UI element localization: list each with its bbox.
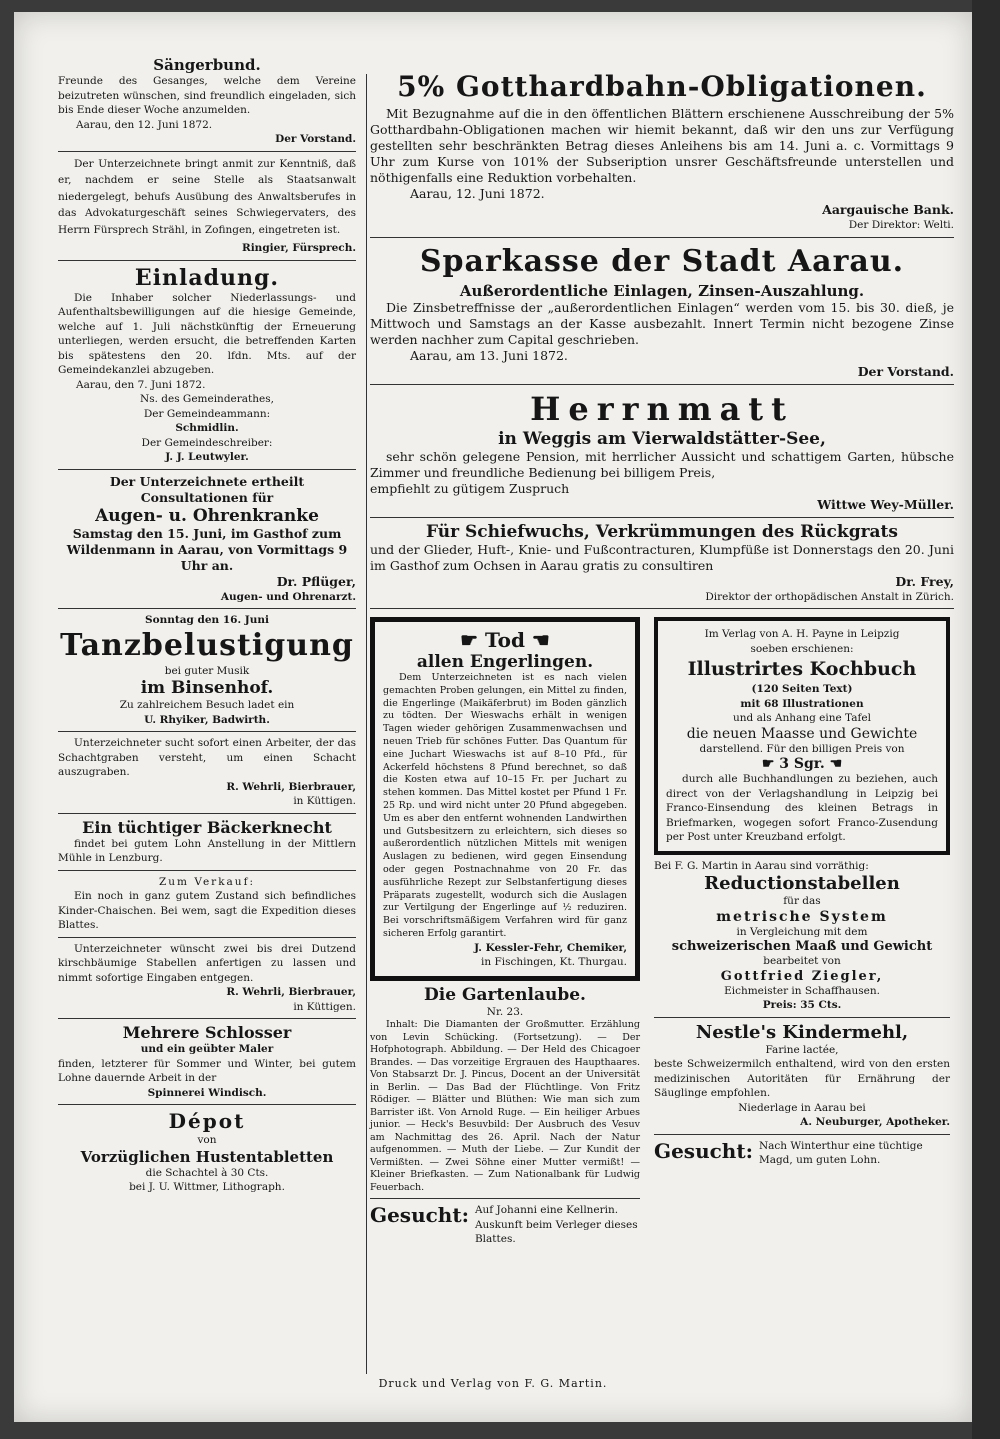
- ad-line-1: Sonntag den 16. Juni: [145, 614, 269, 626]
- ad-baecker: [58, 814, 356, 871]
- ad-sign-2: Der Gemeindeammann:: [143, 407, 271, 420]
- ad-line-8: Eichmeister in Schaffhausen.: [724, 984, 880, 997]
- ad-title: Die Gartenlaube.: [424, 984, 586, 1005]
- ad-sign: Der Vorstand.: [275, 133, 356, 145]
- ad-title: Dépot: [168, 1109, 246, 1133]
- ad-line-2: empfiehlt zu gütigem Zuspruch: [370, 480, 570, 496]
- footer-imprint: Druck und Verlag von F. G. Martin.: [378, 1377, 608, 1390]
- ad-text: finden, letzterer für Sommer und Winter, bei gutem Lohne dauernde Arbeit in der: [58, 1057, 356, 1084]
- ad-line-2: Vorzüglichen Hustentabletten: [80, 1147, 334, 1166]
- ad-sign-2: in Fischingen, Kt. Thurgau.: [481, 956, 627, 969]
- ad-frey: [370, 518, 954, 610]
- ad-sign-3: Schmidlin.: [175, 422, 239, 434]
- ad-line-3: die Schachtel à 30 Cts.: [145, 1166, 269, 1179]
- ad-word: Gesucht:: [370, 1203, 469, 1228]
- column-divider: [366, 74, 367, 1374]
- ad-line-2: soeben erschienen:: [750, 642, 854, 655]
- ad-text: Dem Unterzeichneten ist es nach vielen gemachten Proben gelungen, ein Mittel zu finden, die Engerlinge (Maikäferbrut) im Boden gänzlich zu tödten. Der Wieswachs erhält in wenigen Tagen wieder gehörigen Zusammenwachsen und neuen Trieb für schönes Futter. Das Quantum für eine Juchart Wieswachs ist auf 8–10 Pfd., für Ackerfeld höchstens 8 Pfund berechnet, so daß die Kosten etwa auf 10–15 Fr. per Juchart zu stehen kommen. Das Mittel kostet per Pfund 1 Fr. 25 Rp. und wird nicht unter 20 Pfund abgegeben. Um es aber den entfernt wohnenden Landwirthen und Gutsbesitzern zu erleichtern, sich dieses so außerordentlich nützlichen Mittels mit wenigen Auslagen zu bedienen, wird gegen Einsendung oder gegen Postnachnahme von 20 Fr. das ausführliche Rezept zur Selbstanfertigung dieses Präparats zugestellt, wodurch sich die Auslagen zur Vertilgung der Engerlinge auf ½ reduziren. Bei vorschriftsmäßigem Verfahren wird für ganz sicheren Erfolg garantirt.: [383, 672, 627, 939]
- ad-gartenlaube: [370, 981, 640, 1200]
- ad-line-2: Augen- u. Ohrenkranke: [95, 505, 319, 526]
- ad-text: Die Inhaber solcher Niederlassungs- und Aufenthaltsbewilligungen auf die hiesige Gemeinde, welche auf 1. Juli nächstkünftig der Erneuerung unterliegen, werden ersucht, die betreffenden Karten bis spätestens den 20. lfdn. Mts. auf der Gemeindekanzlei abzugeben.: [58, 291, 356, 376]
- newspaper-page: [14, 12, 972, 1422]
- subcolumn-right: [654, 617, 950, 1251]
- ad-einladung: [58, 261, 356, 470]
- ad-text: Ein noch in ganz gutem Zustand sich befindliches Kinder-Chaischen. Bei wem, sagt die Expedition dieses Blattes.: [58, 890, 356, 931]
- ad-depot: [58, 1105, 356, 1199]
- ad-sparkasse: [370, 238, 954, 385]
- ad-sign-4: Der Gemeindeschreiber:: [141, 436, 273, 449]
- ad-line-1: Im Verlag von A. H. Payne in Leipzig: [704, 628, 900, 640]
- ad-sign-1: Dr. Frey,: [895, 573, 954, 589]
- ad-tanz: [58, 609, 356, 732]
- ad-word: Gesucht:: [654, 1138, 753, 1163]
- ad-sign-1: J. Kessler-Fehr, Chemiker,: [474, 941, 627, 954]
- ad-price: [666, 756, 938, 772]
- ad-text: Mit Bezugnahme auf die in den öffentlichen Blättern erschienene Ausschreibung der 5% Gotthardbahn-Obligationen machen wir hiemit bekannt, daß wir den uns zur Verfügung gestellten sehr beschränkten Betrag dieses Anleihens bis am 14. Juni a. c. Vormittags 9 Uhr zum Kurse von 101% der Subseription unsrer Geschäftsfreunde unterstellen und nöthigenfalls eine Reduktion vorbehalten.: [370, 106, 954, 185]
- ad-line-1: Farine lactée,: [765, 1043, 839, 1056]
- ad-gotthard: [370, 64, 954, 238]
- ad-line-6: bearbeitet von: [763, 955, 841, 967]
- ad-title: Mehrere Schlosser: [122, 1023, 292, 1042]
- ad-text: Inhalt: Die Diamanten der Großmutter. Erzählung von Levin Schücking. (Fortsetzung). — Der Hofphotograph. Abbildung. — Der Held des Chicagoer Brandes. — Das vorzeitige Ergrauen des Haupthaares. Von Stabsarzt Dr. J. Pincus, Docent an der Universität in Berlin. — Das Bad der Flüchtlinge. Von Fritz Rödiger. — Blätter und Blüthen: Wie man sich zum Barrister ißt. Von Arnold Ruge. — Ein heiliger Arbues junior. — Heck's Besuvbild: Der Ausbruch des Vesuv am Nachmittag des 26. April. Nach der Natur aufgenommen. — Muth der Liebe. — Zur Kundit der Vermißten. — Zwei Söhne einer Mutter vermißt! — Kleiner Briefkasten. — Zum Nationalbank für Ludwig Feuerbach.: [370, 1019, 640, 1193]
- ad-text: Nach Winterthur eine tüchtige Magd, um guten Lohn.: [758, 1139, 923, 1166]
- ad-date: Aarau, den 7. Juni 1872.: [76, 378, 206, 391]
- ad-title: Nestle's Kindermehl,: [695, 1021, 909, 1043]
- ad-sign: Wittwe Wey-Müller.: [817, 496, 954, 512]
- ad-text: Unterzeichneter wünscht zwei bis drei Dutzend kirschbäumige Stabellen anfertigen zu lassen und nimmt sofortige Eingaben entgegen.: [58, 942, 356, 984]
- ad-title: 5% Gotthardbahn-Obligationen.: [397, 70, 927, 103]
- ad-line-2: bei guter Musik: [164, 664, 250, 677]
- ad-ringier: [58, 152, 356, 261]
- ad-title-1-text: Tod: [485, 628, 525, 652]
- ad-text: Der Unterzeichnete bringt anmit zur Kenntniß, daß er, nachdem er seine Stelle als Staatsanwalt niedergelegt, behufs Ausübung des Anwaltsberufes in das Advokaturgeschäft seines Schwiegervaters, des Herrn Fürsprech Strähl, in Zofingen, eingetreten ist.: [58, 157, 356, 236]
- ads-lower-row: [370, 609, 954, 1251]
- ad-line-3: (120 Seiten Text): [751, 683, 853, 695]
- ad-kochbuch: [654, 617, 950, 855]
- ad-line-9: Preis: 35 Cts.: [762, 999, 842, 1011]
- ad-text: durch alle Buchhandlungen zu beziehen, auch direct von der Verlagshandlung in Leipzig bei Franco-Einsendung des kleinen Betrags in Briefmarken, wogegen sofort Franco-Zusendung per Post unter Kreuzband erfolgt.: [666, 773, 938, 843]
- ad-title-2: allen Engerlingen.: [416, 652, 594, 672]
- ad-sign: U. Rhyiker, Badwirth.: [144, 713, 270, 726]
- page-edge: [972, 0, 1000, 1439]
- ad-sign: Ringier, Fürsprech.: [241, 242, 356, 254]
- ad-line-3: metrische System: [716, 908, 888, 925]
- ad-line-5: schweizerischen Maaß und Gewicht: [671, 939, 933, 954]
- ad-tod: [370, 617, 640, 981]
- ad-text: Auf Johanni eine Kellnerin. Auskunft beim Verleger dieses Blattes.: [474, 1204, 638, 1246]
- ad-sign-2: Augen- und Ohrenarzt.: [220, 590, 356, 603]
- ad-line-4: Zu zahlreichem Besuch ladet ein: [119, 699, 295, 711]
- ad-sub: und ein geübter Maler: [140, 1043, 274, 1055]
- ad-arbeiter: [58, 732, 356, 814]
- ad-date: Aarau, am 13. Juni 1872.: [410, 347, 568, 363]
- ad-pflueger: [58, 470, 356, 610]
- ad-title: Herrnmatt: [530, 389, 794, 428]
- ad-title: Für Schiefwuchs, Verkrümmungen des Rückgrats: [426, 521, 898, 542]
- ad-sign-1: Ns. des Gemeinderathes,: [140, 393, 274, 405]
- ad-text: Die Zinsbetreffnisse der „außerordentlichen Einlagen“ werden vom 15. bis 30. dieß, je Mittwoch und Samstags an der Kasse ausbezahlt. Innert Termin nicht bezogene Zinse werden nachher zum Capital geschrieben.: [370, 299, 954, 347]
- ad-title: Einladung.: [134, 264, 280, 291]
- ad-sign-1: R. Wehrli, Bierbrauer,: [226, 986, 356, 998]
- ad-text: beste Schweizermilch enthaltend, wird von den ersten medizinischen Autoritäten für Ernährung der Säuglinge empfohlen.: [654, 1058, 950, 1099]
- ad-saengerbund: [58, 52, 356, 152]
- ad-line-2: Niederlage in Aarau bei: [738, 1101, 866, 1114]
- ad-title: Ein tüchtiger Bäckerknecht: [82, 817, 332, 837]
- ad-sub: in Weggis am Vierwaldstätter-See,: [498, 428, 826, 449]
- ad-sign-1: Aargauische Bank.: [822, 202, 954, 217]
- ad-line-5: und als Anhang eine Tafel: [733, 712, 871, 724]
- hand-left-icon: ☛: [460, 628, 479, 652]
- ad-sign: A. Neuburger, Apotheker.: [800, 1116, 950, 1128]
- ad-text: sehr schön gelegene Pension, mit herrlicher Aussicht und schattigem Garten, hübsche Zimmer und freundliche Bedienung bei billigem Preis,: [370, 448, 954, 480]
- ad-line-4: mit 68 Illustrationen: [740, 697, 864, 710]
- ad-sign-1: R. Wehrli, Bierbrauer,: [226, 780, 356, 793]
- ad-place: Spinnerei Windisch.: [147, 1086, 267, 1099]
- ad-sign-2: in Küttigen.: [293, 1000, 356, 1013]
- ad-line-2: für das: [783, 895, 821, 907]
- ad-gesucht-2: [654, 1135, 950, 1172]
- ad-title: Tanzbelustigung: [60, 627, 354, 663]
- ad-date: Aarau, 12. Juni 1872.: [410, 186, 545, 201]
- ad-title: Zum Verkauf:: [158, 875, 255, 888]
- right-column: [370, 64, 954, 1251]
- subcolumn-left: [370, 617, 640, 1251]
- ad-line-1: Der Unterzeichnete ertheilt Consultationen für: [109, 473, 305, 505]
- left-column: [58, 52, 356, 1199]
- ad-reduction: [654, 855, 950, 1018]
- hand-right-icon: ☚: [531, 628, 550, 652]
- ad-line-7: darstellend. Für den billigen Preis von: [699, 742, 905, 755]
- hand-right-icon: ☛: [761, 756, 775, 772]
- ad-line-3: im Binsenhof.: [140, 678, 274, 698]
- hand-left-icon: ☚: [829, 756, 843, 772]
- ad-line-3: Samstag den 15. Juni, im Gasthof zum Wildenmann in Aarau, von Vormittags 9 Uhr an.: [66, 525, 348, 573]
- ad-line-4: bei J. U. Wittmer, Lithograph.: [129, 1181, 285, 1193]
- ad-line-1: von: [197, 1134, 217, 1146]
- ad-line-6: die neuen Maasse und Gewichte: [686, 725, 918, 742]
- ad-text: und der Glieder, Huft-, Knie- und Fußcontracturen, Klumpfüße ist Donnerstags den 20. Juni im Gasthof zum Ochsen in Aarau gratis zu consultiren: [370, 541, 954, 573]
- ad-sub: Außerordentliche Einlagen, Zinsen-Auszahlung.: [459, 281, 865, 300]
- ad-title: Illustrirtes Kochbuch: [687, 658, 917, 680]
- ad-date: Aarau, den 12. Juni 1872.: [76, 118, 213, 131]
- ad-nestle: [654, 1018, 950, 1135]
- ad-title: Sängerbund.: [153, 56, 261, 74]
- ad-no: Nr. 23.: [486, 1005, 524, 1018]
- ad-title-1: [383, 628, 627, 652]
- ad-price-text: 3 Sgr.: [779, 756, 825, 772]
- ad-verkauf: [58, 871, 356, 938]
- ad-sign-5: J. J. Leutwyler.: [165, 451, 249, 463]
- ad-sign-2: Direktor der orthopädischen Anstalt in Zürich.: [705, 590, 954, 603]
- ad-title: Reductionstabellen: [704, 873, 900, 894]
- ad-text: findet bei gutem Lohn Anstellung in der Mittlern Mühle in Lenzburg.: [58, 837, 356, 864]
- ad-sign-2: in Küttigen.: [293, 795, 356, 807]
- ad-text: Unterzeichneter sucht sofort einen Arbeiter, der das Schachtgraben versteht, um einen Schacht auszugraben.: [58, 737, 356, 778]
- ad-sign: Der Vorstand.: [857, 363, 954, 379]
- ad-line-7: Gottfried Ziegler,: [720, 968, 884, 984]
- ad-sign-1: Dr. Pflüger,: [276, 573, 356, 589]
- ad-title: Sparkasse der Stadt Aarau.: [419, 243, 905, 279]
- ad-sign-2: Der Direktor: Welti.: [848, 219, 954, 231]
- ad-schlosser: [58, 1019, 356, 1105]
- ad-kirsch: [58, 938, 356, 1020]
- ad-line-4: in Vergleichung mit dem: [736, 925, 868, 938]
- ad-gesucht-1: [370, 1199, 640, 1251]
- ad-text: Freunde des Gesanges, welche dem Vereine beizutreten wünschen, sind freundlich eingeladen, sich bis Ende dieser Woche anzumelden.: [58, 75, 356, 116]
- ad-line-1: Bei F. G. Martin in Aarau sind vorräthig:: [654, 859, 869, 872]
- ad-herrnmatt: [370, 385, 954, 518]
